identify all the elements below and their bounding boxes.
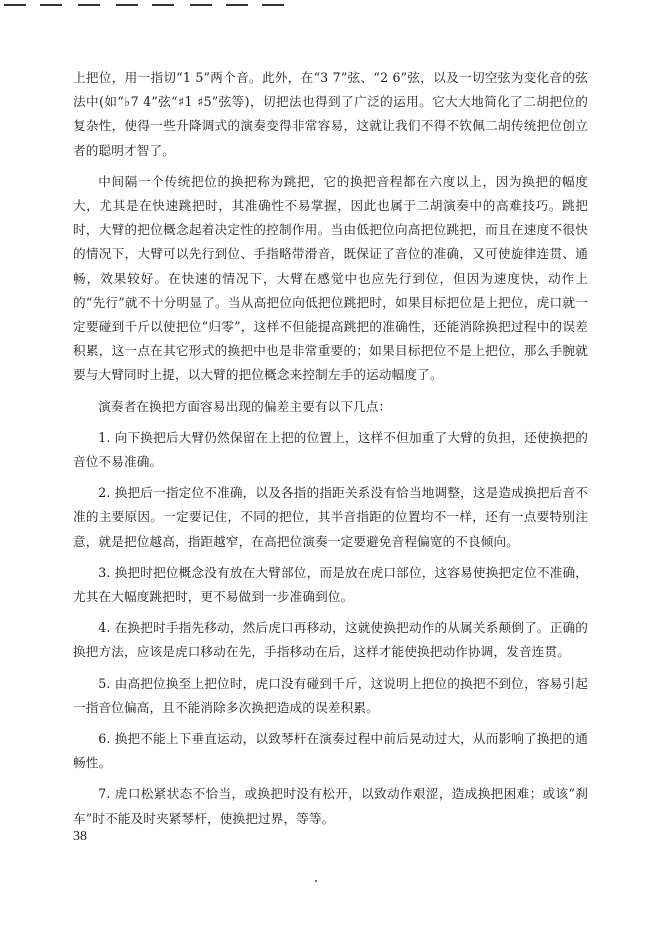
scan-speck	[315, 880, 317, 882]
list-item-error-5: 5. 由高把位换至上把位时，虎口没有碰到千斤，这说明上把位的换把不到位，容易引起一指音位偏高，且不能消除多次换把造成的误差积累。	[73, 675, 588, 715]
paragraph-continuation: 上把位，用一指切“1 5”两个音。此外，在“3 7”弦、“2 6”弦，以及一切空弦为变化音的弦法中(如“♭7 4”弦“♯1 ♯5”弦等)，切把法也得到了广泛的运用。它大大地简化了二胡把位的复杂性，使得一些升降调式的演奏变得非常容易，这就让我们不得不钦佩二胡传统把位创立者的聪明才智了。	[73, 70, 588, 158]
scan-top-edge-marks	[0, 0, 300, 12]
list-item-error-7: 7. 虎口松紧状态不恰当，或换把时没有松开，以致动作艰涩，造成换把困难；或该“刹车”时不能及时夹紧琴杆，使换把过界，等等。	[73, 786, 588, 826]
list-item-error-4: 4. 在换把时手指先移动，然后虎口再移动，这就使换把动作的从属关系颠倒了。正确的换把方法，应该是虎口移动在先，手指移动在后，这样才能使换把动作协调，发音连贯。	[73, 620, 588, 660]
list-item-error-6: 6. 换把不能上下垂直运动，以致琴杆在演奏过程中前后晃动过大，从而影响了换把的通畅性。	[73, 731, 588, 771]
list-item-error-3: 3. 换把时把位概念没有放在大臂部位，而是放在虎口部位，这容易使换把定位不准确，尤其在大幅度跳把时，更不易做到一步准确到位。	[73, 564, 588, 605]
list-item-error-2: 2. 换把后一指定位不准确，以及各指的指距关系没有恰当地调整，这是造成换把后音不准的主要原因。一定要记住，不同的把位，其半音指距的位置均不一样，还有一点要特别注意，就是把位越高，指距越窄，在高把位演奏一定要避免音程偏宽的不良倾向。	[73, 485, 588, 549]
paragraph-jump-shift: 中间隔一个传统把位的换把称为跳把，它的换把音程都在六度以上，因为换把的幅度大，尤其是在快速跳把时，其准确性不易掌握，因此也属于二胡演奏中的高难技巧。跳把时，大臂的把位概念起着决定性的控制作用。当由低把位向高把位跳把，而且在速度不很快的情况下，大臂可以先行到位、手指略带滑音，既保证了音位的准确，又可使旋律连贯、通畅，效果较好。在快速的情况下，大臂在感觉中也应先行到位，但因为速度快，动作上的“先行”就不十分明显了。当从高把位向低把位跳把时，如果目标把位是上把位，虎口就一定要碰到千斤以使把位“归零”，这样不但能提高跳把的准确性，还能消除换把过程中的误差积累，这一点在其它形式的换把中也是非常重要的；如果目标把位不是上把位，那么手腕就要与大臂同时上提，以大臂的把位概念来控制左手的运动幅度了。	[73, 173, 588, 383]
paragraph-common-errors-intro: 演奏者在换把方面容易出现的偏差主要有以下几点：	[98, 398, 392, 414]
list-item-error-1: 1. 向下换把后大臂仍然保留在上把的位置上，这样不但加重了大臂的负担，还使换把的音位不易准确。	[73, 429, 588, 470]
page-body	[73, 66, 588, 838]
page-number: 38	[73, 829, 87, 844]
